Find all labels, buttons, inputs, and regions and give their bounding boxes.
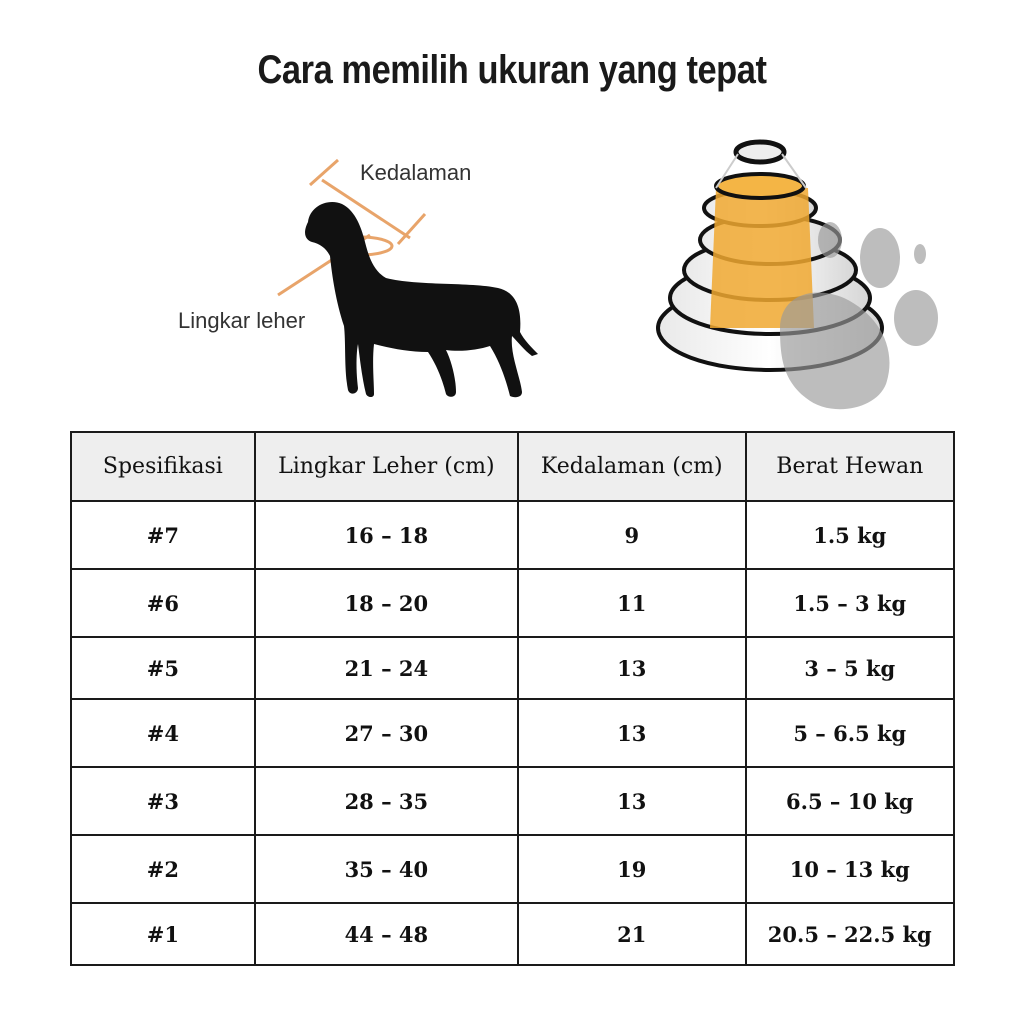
table-row — [71, 501, 954, 569]
table-header-row — [71, 432, 954, 501]
header-spec: Spesifikasi — [71, 432, 255, 501]
table-row — [71, 569, 954, 637]
cell-weight: 1.5 – 3 kg — [746, 569, 954, 637]
cell-spec: #1 — [71, 903, 255, 965]
cell-neck: 16 – 18 — [255, 501, 518, 569]
size-table — [70, 431, 955, 966]
page-title: Cara memilih ukuran yang tepat — [257, 48, 767, 92]
cell-spec: #5 — [71, 637, 255, 699]
table-row — [71, 637, 954, 699]
cell-neck: 18 – 20 — [255, 569, 518, 637]
cell-depth: 11 — [518, 569, 746, 637]
cell-spec: #6 — [71, 569, 255, 637]
cell-weight: 1.5 kg — [746, 501, 954, 569]
depth-label: Kedalaman — [360, 160, 472, 185]
header-neck: Lingkar Leher (cm) — [255, 432, 518, 501]
table-row — [71, 835, 954, 903]
cell-depth: 13 — [518, 767, 746, 835]
cell-neck: 28 – 35 — [255, 767, 518, 835]
cell-spec: #7 — [71, 501, 255, 569]
header-depth: Kedalaman (cm) — [518, 432, 746, 501]
cell-depth: 13 — [518, 637, 746, 699]
cell-depth: 13 — [518, 699, 746, 767]
cell-spec: #4 — [71, 699, 255, 767]
cell-weight: 6.5 – 10 kg — [746, 767, 954, 835]
neck-label: Lingkar leher — [178, 308, 306, 333]
table-row — [71, 767, 954, 835]
dog-measurement-illustration — [160, 140, 560, 410]
cell-weight: 3 – 5 kg — [746, 637, 954, 699]
cell-neck: 27 – 30 — [255, 699, 518, 767]
table-row — [71, 699, 954, 767]
cell-weight: 20.5 – 22.5 kg — [746, 903, 954, 965]
cell-neck: 35 – 40 — [255, 835, 518, 903]
cell-depth: 21 — [518, 903, 746, 965]
cell-depth: 19 — [518, 835, 746, 903]
cell-neck: 21 – 24 — [255, 637, 518, 699]
cell-neck: 44 – 48 — [255, 903, 518, 965]
header-weight: Berat Hewan — [746, 432, 954, 501]
cell-spec: #3 — [71, 767, 255, 835]
cell-spec: #2 — [71, 835, 255, 903]
table-row — [71, 903, 954, 965]
cell-weight: 10 – 13 kg — [746, 835, 954, 903]
cone-collars-image — [630, 128, 950, 418]
cell-weight: 5 – 6.5 kg — [746, 699, 954, 767]
dog-silhouette — [305, 202, 538, 397]
cell-depth: 9 — [518, 501, 746, 569]
